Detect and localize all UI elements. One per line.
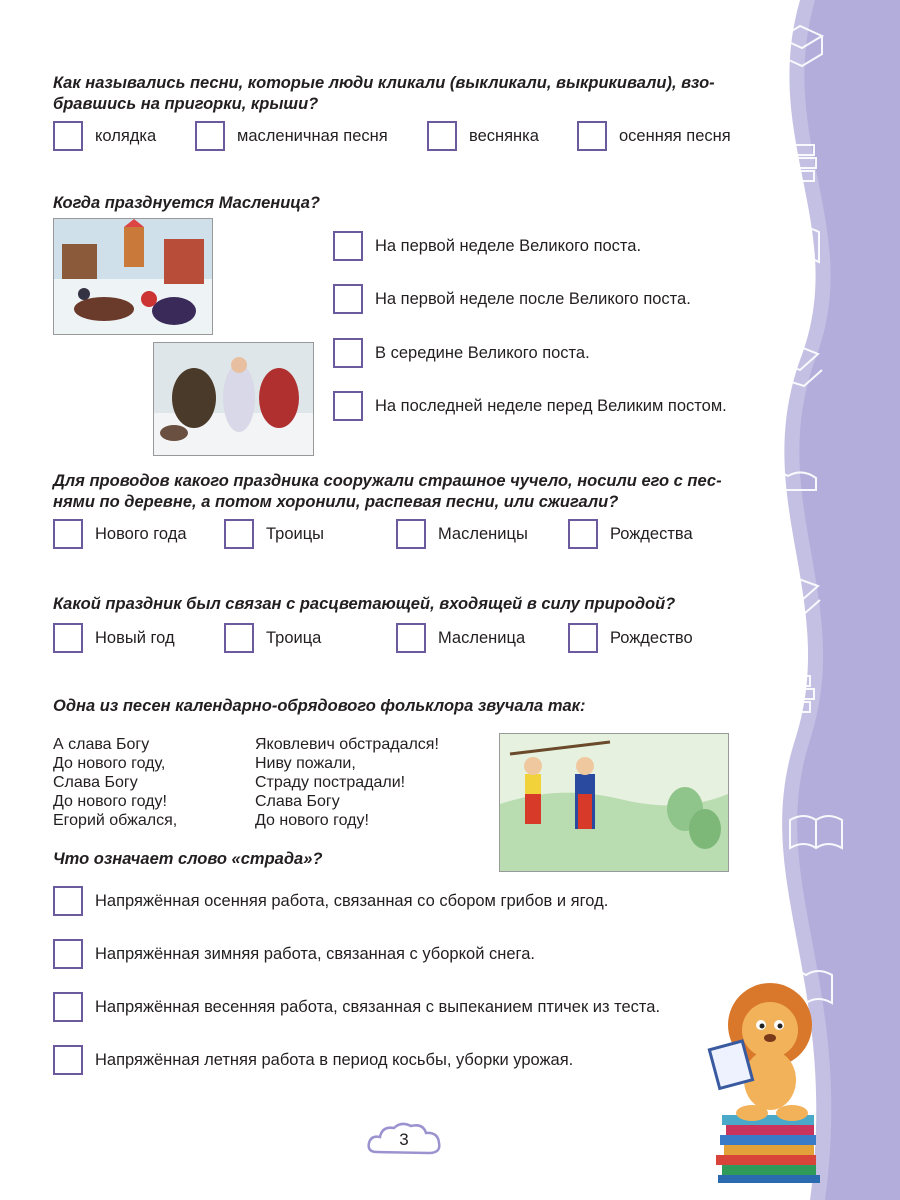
option-label: Рождество: [610, 628, 693, 647]
question-1-line1: Как назывались песни, которые люди кликали (выкликали, выкрикивали), взо-: [53, 74, 715, 92]
option-label: На первой неделе после Великого поста.: [375, 289, 691, 308]
poem-column-2: [255, 735, 439, 830]
question-3: [53, 471, 753, 513]
checkbox[interactable]: [224, 519, 254, 549]
checkbox[interactable]: [224, 623, 254, 653]
option-label: колядка: [95, 126, 157, 145]
poem-line: Страду пострадали!: [255, 774, 406, 791]
q2-option-1[interactable]: [333, 231, 641, 261]
poem-line: Слава Богу: [255, 793, 340, 810]
question-2: Когда празднуется Масленица?: [53, 194, 320, 212]
option-label: Новый год: [95, 628, 175, 647]
maslenitsa-painting-2: [153, 342, 314, 456]
checkbox[interactable]: [333, 284, 363, 314]
option-label: масленичная песня: [237, 126, 388, 145]
question-1-line2: бравшись на пригорки, крыши?: [53, 95, 319, 113]
poem-line: А слава Богу: [53, 736, 150, 753]
checkbox[interactable]: [53, 121, 83, 151]
question-3-line1: Для проводов какого праздника сооружали страшное чучело, носили его с пес-: [53, 472, 722, 490]
checkbox[interactable]: [53, 886, 83, 916]
question-1: [53, 73, 753, 115]
option-label: Троицы: [266, 524, 325, 543]
checkbox[interactable]: [333, 391, 363, 421]
poem-line: До нового году!: [255, 812, 369, 829]
option-label: На первой неделе Великого поста.: [375, 236, 642, 255]
option-label: В середине Великого поста.: [375, 343, 590, 362]
option-label: Масленицы: [438, 524, 528, 543]
option-label: Напряжённая зимняя работа, связанная с уборкой снега.: [95, 944, 535, 963]
poem-column-1: [53, 735, 177, 830]
maslenitsa-painting-1: [53, 218, 213, 335]
poem-line: Егорий обжался,: [53, 812, 178, 829]
q1-option-1[interactable]: [53, 121, 156, 151]
option-label: Напряжённая летняя работа в период косьбы, уборки урожая.: [95, 1050, 574, 1069]
q5-option-1[interactable]: [53, 886, 608, 916]
q3-option-3[interactable]: [396, 519, 528, 549]
subquestion-strada: Что означает слово «страда»?: [53, 850, 323, 868]
q4-option-4[interactable]: [568, 623, 693, 653]
option-label: Напряжённая осенняя работа, связанная со сбором грибов и ягод.: [95, 891, 609, 910]
poem-line: Слава Богу: [53, 774, 138, 791]
q2-option-3[interactable]: [333, 338, 590, 368]
option-label: На последней неделе перед Великим постом.: [375, 396, 727, 415]
option-label: Троица: [266, 628, 322, 647]
option-label: осенняя песня: [619, 126, 731, 145]
harvest-illustration: [499, 733, 729, 872]
question-3-line2: нями по деревне, а потом хоронили, распевая песни, или сжигали?: [53, 493, 619, 511]
option-label: веснянка: [469, 126, 539, 145]
checkbox[interactable]: [396, 623, 426, 653]
q4-option-2[interactable]: [224, 623, 321, 653]
q1-option-4[interactable]: [577, 121, 731, 151]
question-5: Одна из песен календарно-обрядового фольклора звучала так:: [53, 697, 586, 715]
question-4: Какой праздник был связан с расцветающей, входящей в силу природой?: [53, 595, 676, 613]
checkbox[interactable]: [53, 939, 83, 969]
page-number: [365, 1120, 443, 1162]
option-label: Нового года: [95, 524, 187, 543]
option-label: Напряжённая весенняя работа, связанная с выпеканием птичек из теста.: [95, 997, 661, 1016]
option-label: Масленица: [438, 628, 526, 647]
q1-option-2[interactable]: [195, 121, 388, 151]
q2-option-4[interactable]: [333, 391, 727, 421]
checkbox[interactable]: [333, 231, 363, 261]
checkbox[interactable]: [333, 338, 363, 368]
lion-mascot-illustration: [700, 975, 840, 1185]
checkbox[interactable]: [53, 992, 83, 1022]
poem-line: До нового году!: [53, 793, 167, 810]
q5-option-3[interactable]: [53, 992, 660, 1022]
checkbox[interactable]: [427, 121, 457, 151]
checkbox[interactable]: [53, 1045, 83, 1075]
checkbox[interactable]: [53, 519, 83, 549]
q5-option-2[interactable]: [53, 939, 535, 969]
checkbox[interactable]: [53, 623, 83, 653]
q2-option-2[interactable]: [333, 284, 691, 314]
open-book-icon: [765, 228, 819, 262]
checkbox[interactable]: [568, 519, 598, 549]
poem-line: Яковлевич обстрадался!: [255, 736, 439, 753]
q4-option-3[interactable]: [396, 623, 525, 653]
q1-option-3[interactable]: [427, 121, 539, 151]
q5-option-4[interactable]: [53, 1045, 573, 1075]
option-label: Рождества: [610, 524, 693, 543]
q3-option-2[interactable]: [224, 519, 324, 549]
checkbox[interactable]: [195, 121, 225, 151]
poem-line: Ниву пожали,: [255, 755, 356, 772]
q4-option-1[interactable]: [53, 623, 175, 653]
q3-option-4[interactable]: [568, 519, 693, 549]
checkbox[interactable]: [577, 121, 607, 151]
page-number-text: 3: [399, 1130, 409, 1149]
poem-line: До нового году,: [53, 755, 166, 772]
checkbox[interactable]: [568, 623, 598, 653]
checkbox[interactable]: [396, 519, 426, 549]
q3-option-1[interactable]: [53, 519, 187, 549]
